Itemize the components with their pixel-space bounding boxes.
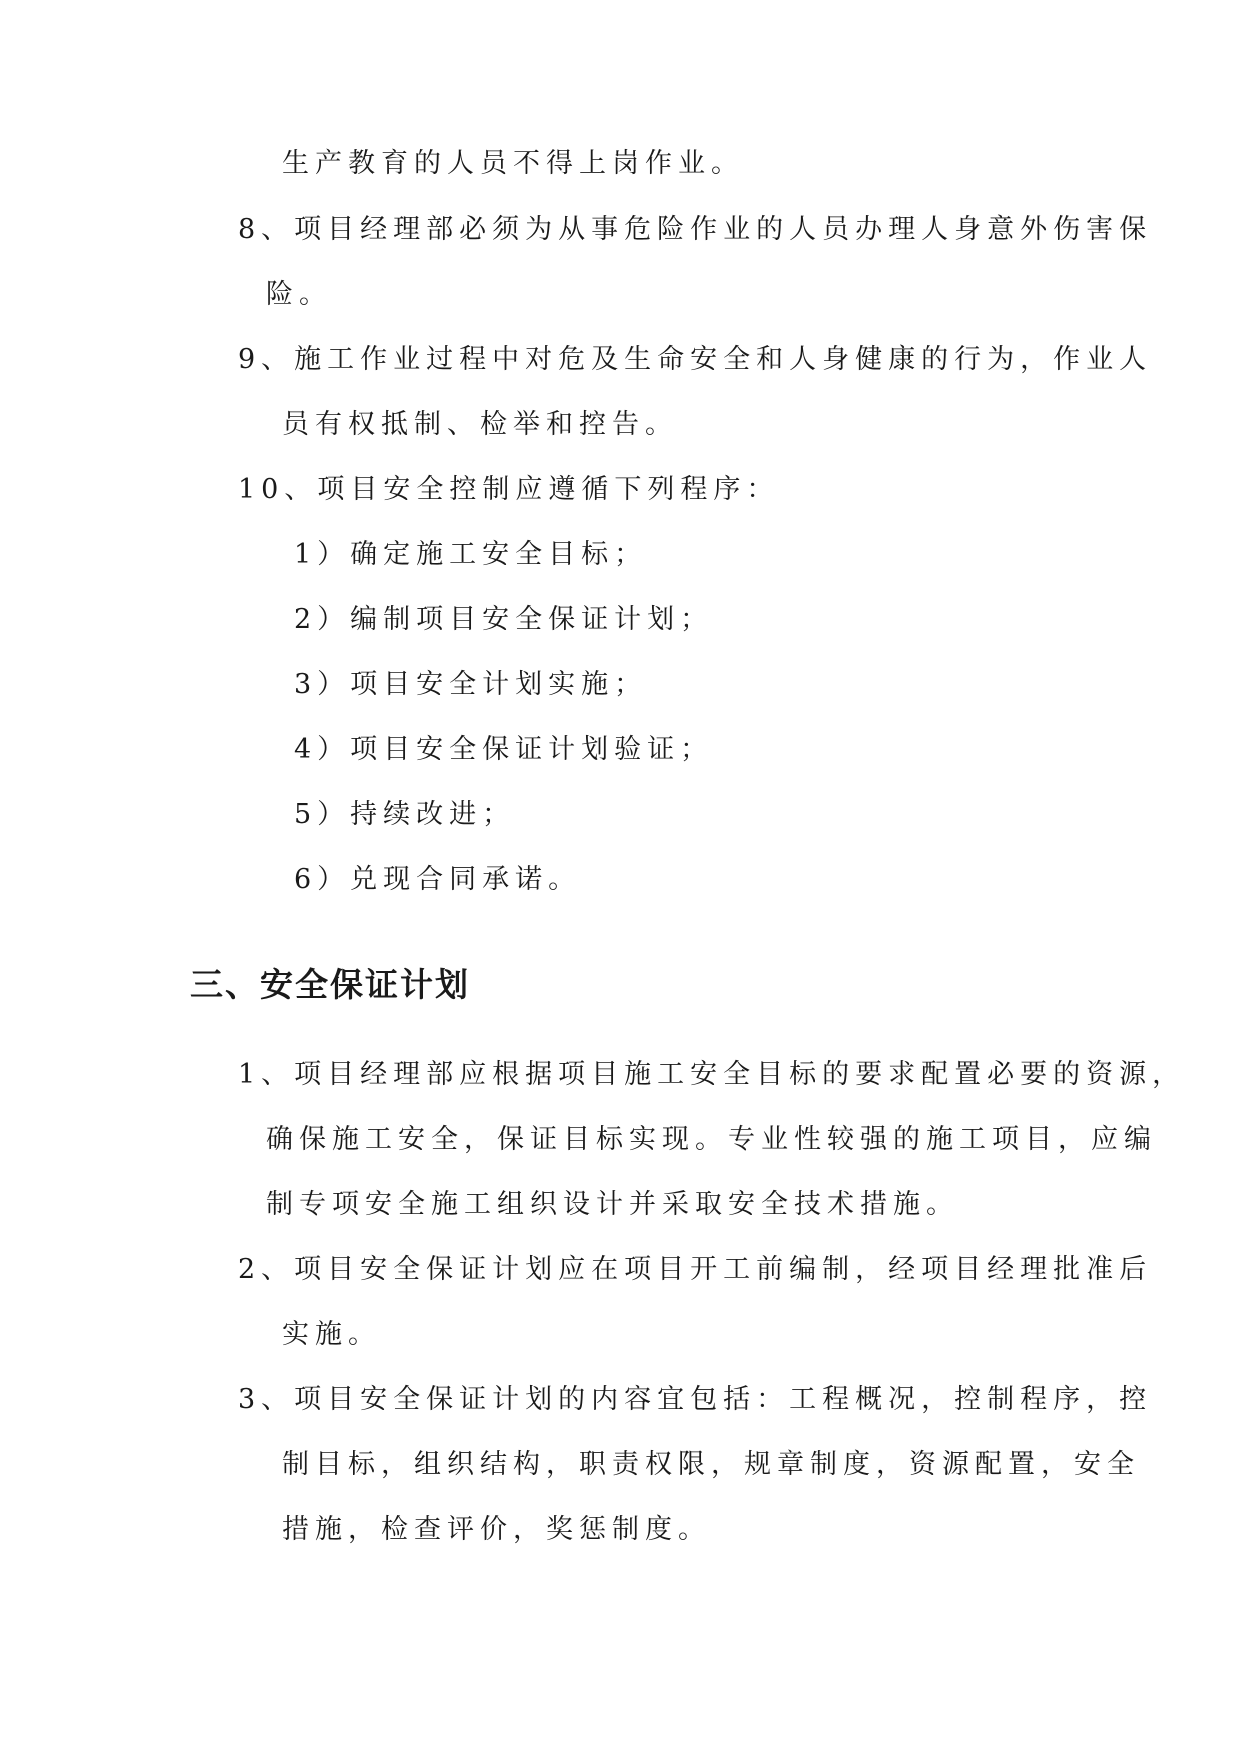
section-item-1-line-2: 确保施工安全，保证目标实现。专业性较强的施工项目，应编 <box>266 1124 1157 1155</box>
continuation-line: 生产教育的人员不得上岗作业。 <box>282 148 744 179</box>
section-item-2-line-1: 2、项目安全保证计划应在项目开工前编制，经项目经理批准后 <box>238 1254 1153 1285</box>
section-item-1-line-3: 制专项安全施工组织设计并采取安全技术措施。 <box>266 1189 959 1220</box>
procedure-step: 3）项目安全计划实施； <box>294 669 648 700</box>
item-9-line-1: 9、施工作业过程中对危及生命安全和人身健康的行为，作业人 <box>238 344 1153 375</box>
item-9-line-2: 员有权抵制、检举和控告。 <box>282 409 678 440</box>
item-8-line-1: 8、项目经理部必须为从事危险作业的人员办理人身意外伤害保 <box>238 214 1153 245</box>
section-heading: 三、安全保证计划 <box>190 965 470 1004</box>
section-item-2-line-2: 实施。 <box>282 1319 381 1350</box>
section-item-1-line-1: 1、项目经理部应根据项目施工安全目标的要求配置必要的资源， <box>238 1059 1186 1090</box>
section-item-3-line-2: 制目标，组织结构，职责权限，规章制度，资源配置，安全 <box>282 1449 1140 1480</box>
procedure-step: 4）项目安全保证计划验证； <box>294 734 714 765</box>
section-item-3-line-3: 措施，检查评价，奖惩制度。 <box>282 1514 711 1545</box>
item-8-line-2: 险。 <box>266 279 332 310</box>
procedure-step: 1）确定施工安全目标； <box>294 539 648 570</box>
section-item-3-line-1: 3、项目安全保证计划的内容宜包括：工程概况，控制程序，控 <box>238 1384 1153 1415</box>
item-10-line-1: 10、项目安全控制应遵循下列程序： <box>238 474 780 505</box>
procedure-step: 2）编制项目安全保证计划； <box>294 604 714 635</box>
procedure-step: 5）持续改进； <box>294 799 516 830</box>
procedure-step: 6）兑现合同承诺。 <box>294 864 582 895</box>
